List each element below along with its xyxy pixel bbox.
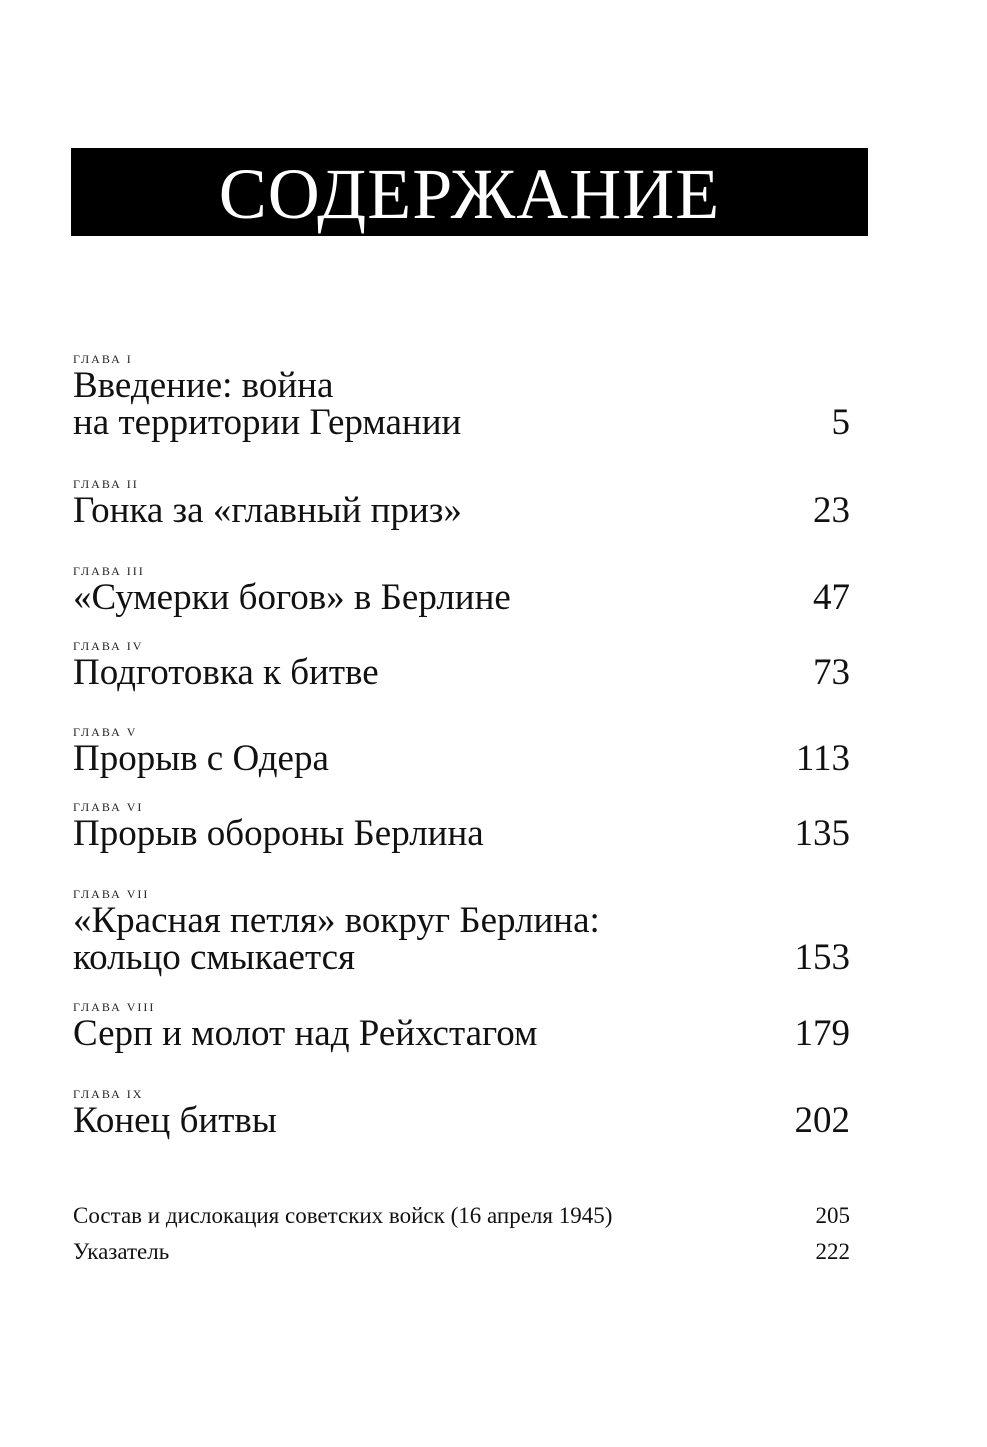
chapter-page-number: 113 <box>795 738 850 779</box>
chapter-page-number: 202 <box>794 1100 850 1141</box>
chapter-title <box>73 654 379 691</box>
chapter-page-number: 135 <box>794 813 850 854</box>
chapter-title-line: Гонка за «главный приз» <box>73 490 462 531</box>
chapter-label: ГЛАВА III <box>73 564 145 578</box>
chapter-title <box>73 492 462 529</box>
toc-entry-appendix-troops[interactable] <box>73 1203 850 1229</box>
toc-entry-chapter-1[interactable] <box>73 351 850 441</box>
chapter-page-number: 153 <box>794 937 850 978</box>
chapter-page-number: 179 <box>794 1013 850 1054</box>
chapter-label: ГЛАВА VII <box>73 887 150 901</box>
chapter-title <box>73 1015 537 1052</box>
chapter-label: ГЛАВА V <box>73 725 138 739</box>
toc-entry-chapter-8[interactable] <box>73 999 850 1052</box>
chapter-page-number: 73 <box>813 652 850 693</box>
toc-entry-chapter-2[interactable] <box>73 476 850 529</box>
chapter-label: ГЛАВА IX <box>73 1087 144 1101</box>
chapter-title-line: Подготовка к битве <box>73 652 379 693</box>
chapter-title-line: «Сумерки богов» в Берлине <box>73 577 511 618</box>
toc-entry-chapter-5[interactable] <box>73 724 850 777</box>
table-of-contents <box>73 0 850 1447</box>
chapter-page-number: 5 <box>831 402 850 443</box>
toc-entry-appendix-index[interactable] <box>73 1239 850 1265</box>
chapter-title-line: Введение: война <box>73 365 334 406</box>
chapter-label: ГЛАВА VI <box>73 800 144 814</box>
contents-title: СОДЕРЖАНИЕ <box>218 154 721 234</box>
chapter-page-number: 47 <box>813 577 850 618</box>
appendix-title: Состав и дислокация советских войск (16 апреля 1945) <box>73 1203 613 1228</box>
toc-entry-chapter-3[interactable] <box>73 563 850 616</box>
chapter-title <box>73 1102 277 1139</box>
chapter-title-line: Прорыв с Одера <box>73 738 329 779</box>
toc-entry-chapter-7[interactable] <box>73 886 850 976</box>
chapter-title-line: «Красная петля» вокруг Берлина: <box>73 900 600 941</box>
chapter-title-line: на территории Германии <box>73 402 462 443</box>
appendix-page-number: 222 <box>815 1239 850 1264</box>
toc-entry-chapter-6[interactable] <box>73 799 850 852</box>
toc-entry-chapter-9[interactable] <box>73 1086 850 1139</box>
chapter-title <box>73 579 511 616</box>
chapter-title-line: Серп и молот над Рейхстагом <box>73 1013 538 1054</box>
chapter-title-line: Прорыв обороны Берлина <box>73 813 484 854</box>
chapter-label: ГЛАВА II <box>73 477 139 491</box>
chapter-title <box>73 740 329 777</box>
chapter-label: ГЛАВА IV <box>73 639 144 653</box>
chapter-title-line: кольцо смыкается <box>73 937 356 978</box>
appendix-title: Указатель <box>73 1239 170 1264</box>
appendix-page-number: 205 <box>815 1203 850 1228</box>
chapter-title-line: Конец битвы <box>73 1100 277 1141</box>
toc-entry-chapter-4[interactable] <box>73 638 850 691</box>
chapter-page-number: 23 <box>813 490 850 531</box>
chapter-label: ГЛАВА VIII <box>73 1000 156 1014</box>
chapter-title <box>73 815 484 852</box>
chapter-title <box>73 367 461 441</box>
chapter-title <box>73 902 600 976</box>
chapter-label: ГЛАВА I <box>73 352 133 366</box>
